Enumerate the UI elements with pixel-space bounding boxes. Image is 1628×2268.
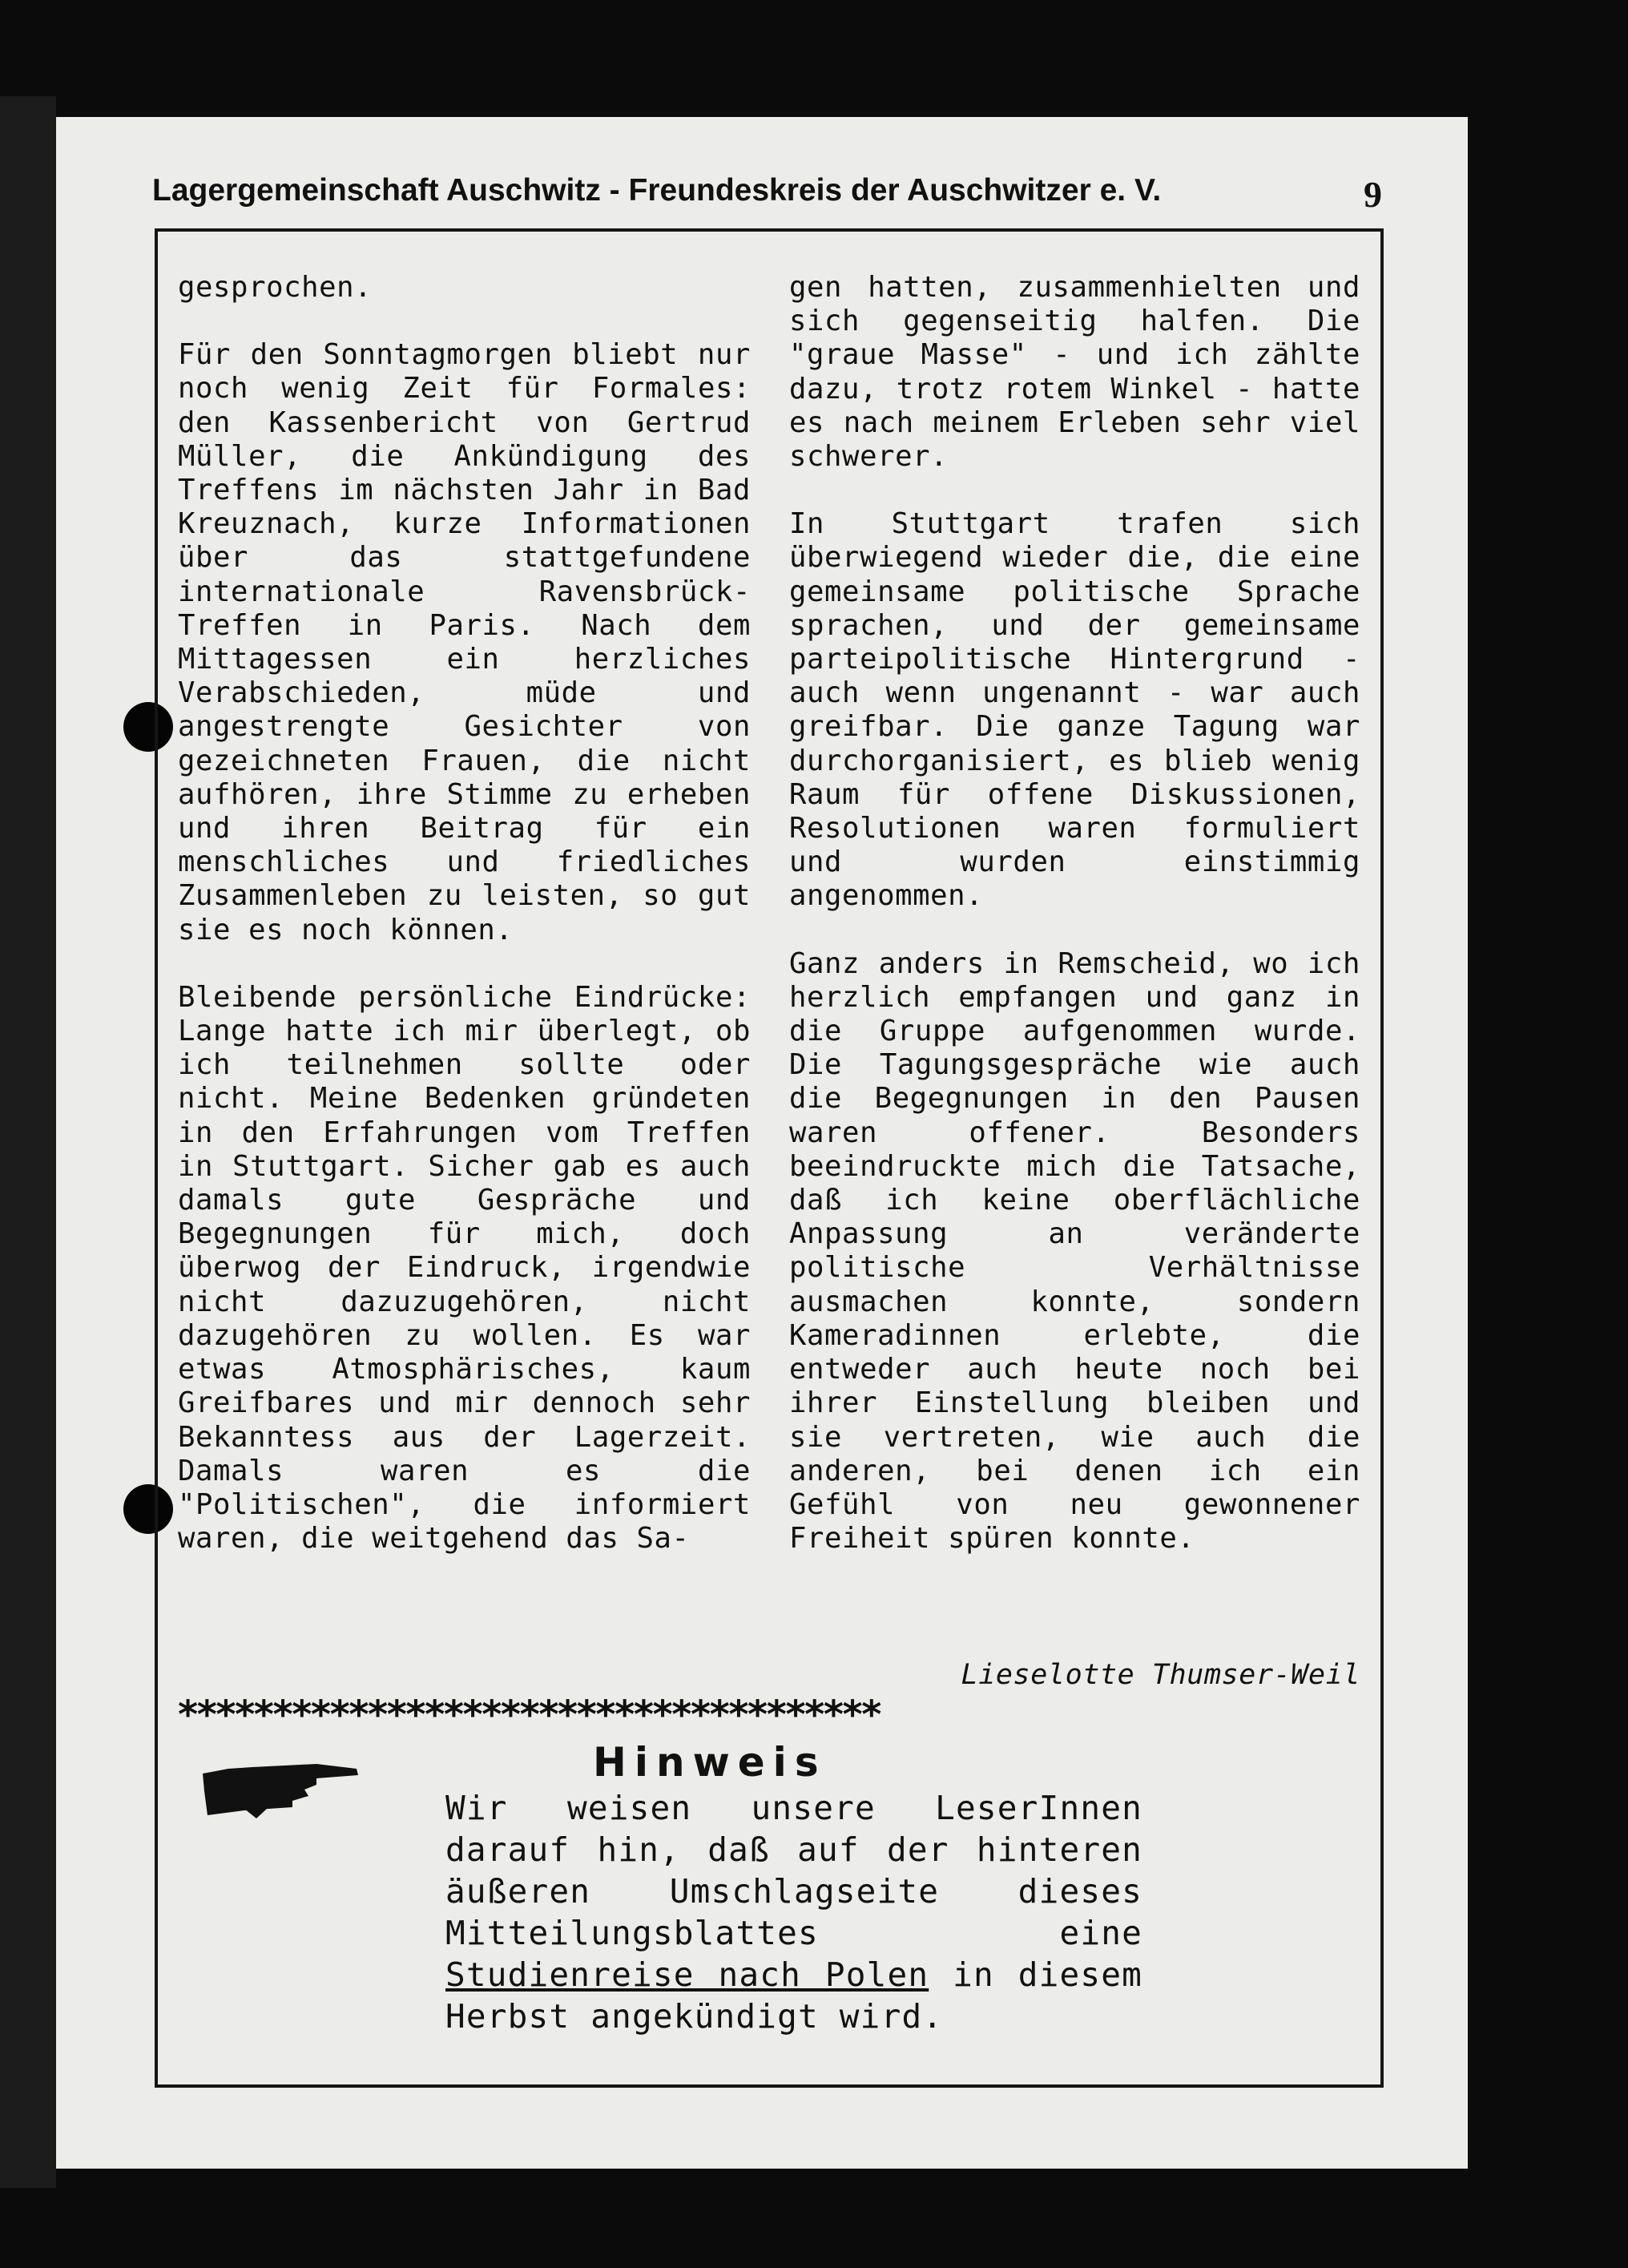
right-paragraph-2: In Stuttgart trafen sich überwiegend wieder die, die eine gemeinsame politische Sprache sprachen, und der gemeinsame parteipolitische Hintergrund - auch wenn ungenannt - war auch greifbar. Die ganze Tagung war durchorganisiert, es blieb wenig Raum für offene Diskussionen, Resolutionen waren formuliert und wurden einstimmig angenommen. bbox=[789, 507, 1360, 913]
left-paragraph-3: Bleibende persönliche Eindrücke: Lange hatte ich mir überlegt, ob ich teilnehmen sollte oder nicht. Meine Bedenken gründeten in den Erfahrungen vom Treffen in Stuttgart. Sicher gab es auch damals gute Gespräche und Begegnungen für mich, doch überwog der Eindruck, irgendwie nicht dazuzugehören, nicht dazugehören zu wollen. Es war etwas Atmosphärisches, kaum Greifbares und mir dennoch sehr Bekanntess aus der Lagerzeit. Damals waren es die "Politischen", die informiert waren, die weitgehend das Sa- bbox=[178, 980, 751, 1556]
right-paragraph-1: gen hatten, zusammenhielten und sich gegenseitig halfen. Die "graue Masse" - und ich zählte dazu, trotz rotem Winkel - hatte es nach meinem Erleben sehr viel schwerer. bbox=[789, 271, 1360, 474]
right-column bbox=[789, 271, 1360, 1556]
hint-study-trip: Studienreise nach Polen bbox=[445, 1955, 929, 1994]
hint-title: Hinweis bbox=[593, 1739, 827, 1786]
hint-text-after: in diesem Herbst angekündigt wird. bbox=[445, 1955, 1142, 2036]
left-paragraph-2: Für den Sonntagmorgen bliebt nur noch wenig Zeit für Formales: den Kassenbericht von Gertrud Müller, die Ankündigung des Treffens im nächsten Jahr in Bad Kreuznach, kurze Informationen über das stattgefundene internationale Ravensbrück-Treffen in Paris. Nach dem Mittagessen ein herzliches Verabschieden, müde und angestrengte Gesichter von gezeichneten Frauen, die nicht aufhören, ihre Stimme zu erheben und ihren Beitrag für ein menschliches und friedliches Zusammenleben zu leisten, so gut sie es noch können. bbox=[178, 338, 751, 946]
page-header bbox=[152, 173, 1382, 221]
pointing-hand-icon bbox=[196, 1759, 365, 1819]
left-column bbox=[178, 271, 751, 1556]
binder-edge bbox=[0, 96, 56, 2188]
left-paragraph-1: gesprochen. bbox=[178, 271, 373, 304]
page-number: 9 bbox=[1364, 174, 1382, 215]
hint-text-before: Wir weisen unsere LeserInnen darauf hin, daß auf der hinteren äußeren Umschlagseite dieses Mitteilungsblattes eine bbox=[445, 1789, 1142, 1952]
hint-text bbox=[445, 1787, 1142, 2037]
author-signature: Lieselotte Thumser-Weil bbox=[961, 1659, 1360, 1691]
star-separator: ************************************* bbox=[178, 1693, 880, 1737]
header-title: Lagergemeinschaft Auschwitz - Freundeskreis der Auschwitzer e. V. bbox=[152, 173, 1162, 208]
right-paragraph-3: Ganz anders in Remscheid, wo ich herzlich empfangen und ganz in die Gruppe aufgenommen wurde. Die Tagungsgespräche wie auch die Begegnungen in den Pausen waren offener. Besonders beeindruckte mich die Tatsache, daß ich keine oberflächliche Anpassung an veränderte politische Verhältnisse ausmachen konnte, sondern Kameradinnen erlebte, die entweder auch heute noch bei ihrer Einstellung bleiben und sie vertreten, wie auch die anderen, bei denen ich ein Gefühl von neu gewonnener Freiheit spüren konnte. bbox=[789, 946, 1360, 1556]
